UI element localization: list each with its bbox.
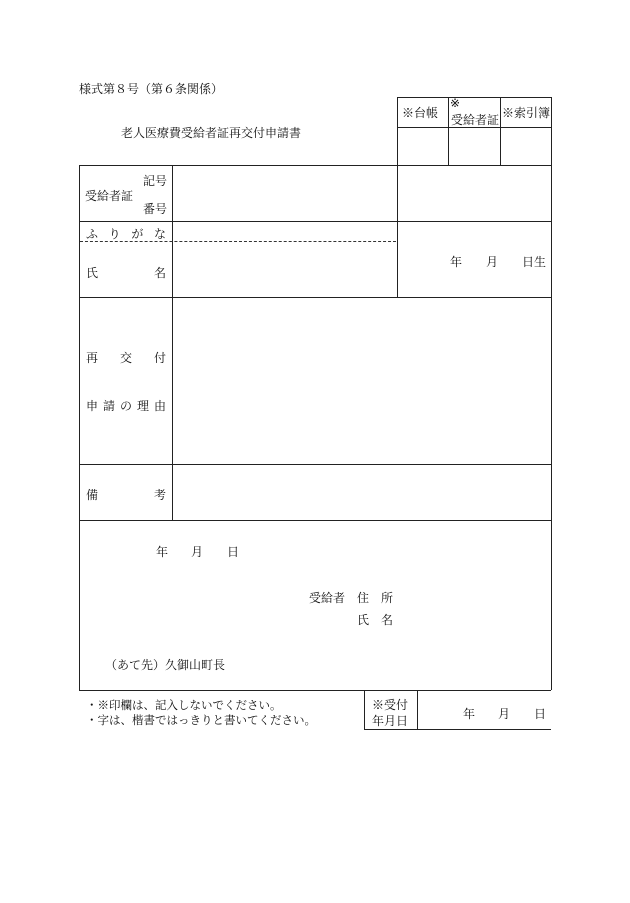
- receipt-year-label: 年: [463, 707, 476, 721]
- reason-field[interactable]: [173, 298, 551, 464]
- name-field[interactable]: [173, 242, 397, 297]
- form-number: 様式第８号（第６条関係）: [79, 82, 224, 96]
- receipt-label-2: 年月日: [372, 714, 409, 728]
- receipt-label-1: ※受付: [372, 698, 409, 712]
- applicant-name-label: 氏 名: [357, 613, 394, 627]
- birth-year-label: 年: [450, 255, 463, 269]
- receipt-month-label: 月: [498, 707, 511, 721]
- remarks-field[interactable]: [173, 465, 551, 520]
- note-2: ・字は、楷書ではっきりと書いてください。: [86, 713, 316, 727]
- remarks-label: 備 考: [86, 488, 166, 502]
- addressee: （あて先）久御山町長: [105, 658, 226, 672]
- ledger-field[interactable]: [398, 128, 448, 165]
- address-label: 住 所: [357, 591, 394, 605]
- reason-label-line2: 申 請 の 理 由: [86, 399, 166, 413]
- form-title: 老人医療費受給者証再交付申請書: [121, 126, 302, 140]
- address-field[interactable]: [400, 585, 545, 605]
- furigana-field[interactable]: [173, 222, 397, 241]
- cert-label: 受給者証: [85, 189, 134, 203]
- applicant-name-field[interactable]: [400, 607, 545, 627]
- receipt-day-label: 日: [534, 707, 547, 721]
- ledger-label: ※台帳: [402, 106, 439, 120]
- receipt-date-field[interactable]: [418, 691, 551, 729]
- date-year-label: 年: [156, 545, 169, 559]
- birth-month-label: 月: [486, 255, 499, 269]
- name-label: 氏 名: [86, 266, 166, 280]
- date-month-label: 月: [191, 545, 204, 559]
- furigana-label: ふ り が な: [86, 227, 166, 241]
- applicant-label: 受給者: [309, 591, 346, 605]
- index-field[interactable]: [501, 128, 551, 165]
- cert-mark: ※: [450, 96, 461, 110]
- date-day-label: 日: [227, 545, 240, 559]
- cert-check-field[interactable]: [449, 128, 500, 165]
- application-date-field[interactable]: [120, 540, 250, 560]
- note-1: ・※印欄は、記入しないでください。: [86, 698, 282, 712]
- cert-check-label: 受給者証: [451, 113, 500, 127]
- birth-day-label: 日生: [522, 255, 547, 269]
- bango-label: 番号: [143, 202, 168, 216]
- cert-number-field[interactable]: [173, 166, 397, 221]
- index-label: ※索引簿: [502, 106, 551, 120]
- kigo-label: 記号: [143, 174, 168, 188]
- reason-label-line1: 再 交 付: [86, 351, 166, 365]
